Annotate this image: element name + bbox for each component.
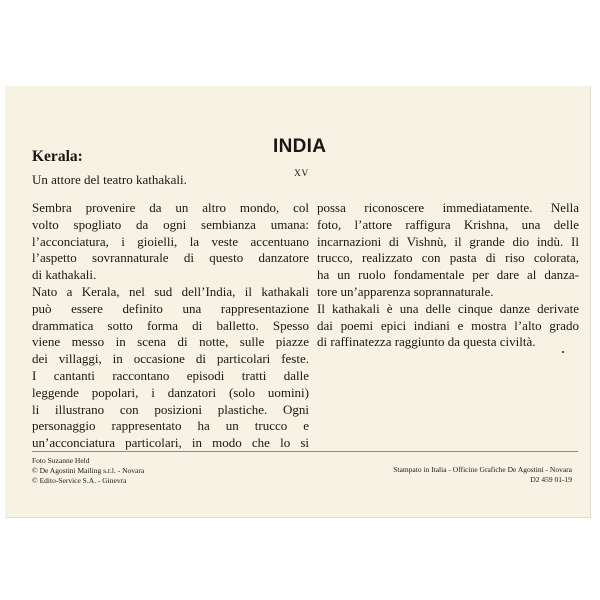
card-subtitle: Un attore del teatro kathakali. bbox=[32, 172, 187, 187]
region-heading: Kerala: bbox=[32, 148, 83, 165]
paper-speck bbox=[562, 351, 564, 353]
printer-info bbox=[393, 465, 572, 485]
text-line: di raffinatezza raggiunto da questa civiltà. bbox=[317, 334, 536, 350]
text-line: trucco, realizzato con pasta di riso colorata, bbox=[317, 250, 579, 266]
text-line: drammatica sotto forma di balletto. Spesso bbox=[32, 317, 309, 333]
text-line: foto, l’attore raffigura Krishna, una delle bbox=[317, 216, 579, 232]
credit-line: Foto Suzanne Held bbox=[32, 456, 90, 465]
card-title: INDIA bbox=[273, 136, 327, 157]
text-line: personaggio rappresentato ha un trucco e bbox=[32, 418, 309, 434]
text-line: I cantanti raccontano episodi tratti dalle bbox=[32, 367, 309, 383]
text-line: leggende popolari, i danzatori (solo uomini) bbox=[32, 384, 309, 400]
text-line: volto spogliato da ogni sembianza umana: bbox=[32, 216, 309, 232]
text-column-left bbox=[32, 200, 309, 452]
text-line: li illustrano con posizioni plastiche. Ogni bbox=[32, 401, 309, 417]
footer-divider bbox=[32, 451, 578, 452]
text-line: Nato a Kerala, nel sud dell’India, il kathakali bbox=[32, 283, 309, 299]
postcard bbox=[5, 86, 591, 518]
text-line: un’acconciatura particolari, in modo che lo si bbox=[32, 435, 309, 451]
text-line: dei villaggi, in occasione di particolari feste. bbox=[32, 351, 309, 367]
photo-credits bbox=[32, 456, 144, 486]
text-line: possa riconoscere immediatamente. Nella bbox=[317, 200, 579, 215]
text-line: l’aspetto sovrannaturale di questo danzatore bbox=[32, 250, 309, 266]
text-line: di kathakali. bbox=[32, 267, 97, 283]
text-line: ha un ruolo fondamentale per dare al danza- bbox=[317, 267, 579, 283]
text-line: Sembra provenire da un altro mondo, col bbox=[32, 200, 309, 215]
credit-line: © Edito-Service S.A. - Ginevra bbox=[32, 476, 127, 485]
text-line: tore un’apparenza soprannaturale. bbox=[317, 283, 494, 299]
card-number: XV bbox=[294, 169, 309, 179]
text-line: l’acconciatura, i gioielli, la veste accentuano bbox=[32, 233, 309, 249]
text-line: dai poemi epici indiani e mostra l’alto grado bbox=[317, 317, 579, 333]
text-line: può essere definito una rappresentazione bbox=[32, 300, 309, 316]
text-line: Il kathakali è una delle cinque danze derivate bbox=[317, 300, 579, 316]
credit-line: © De Agostini Mailing s.r.l. - Novara bbox=[32, 466, 145, 475]
text-line: viene messo in scena di notte, sulle piazze bbox=[32, 334, 309, 350]
text-line: incarnazioni di Vishnù, il grande dio indù. Il bbox=[317, 233, 579, 249]
print-code: D2 459 01-19 bbox=[530, 475, 572, 484]
text-column-right bbox=[317, 200, 579, 351]
printer-line: Stampato in Italia - Officine Grafiche De Agostini - Novara bbox=[393, 465, 572, 474]
